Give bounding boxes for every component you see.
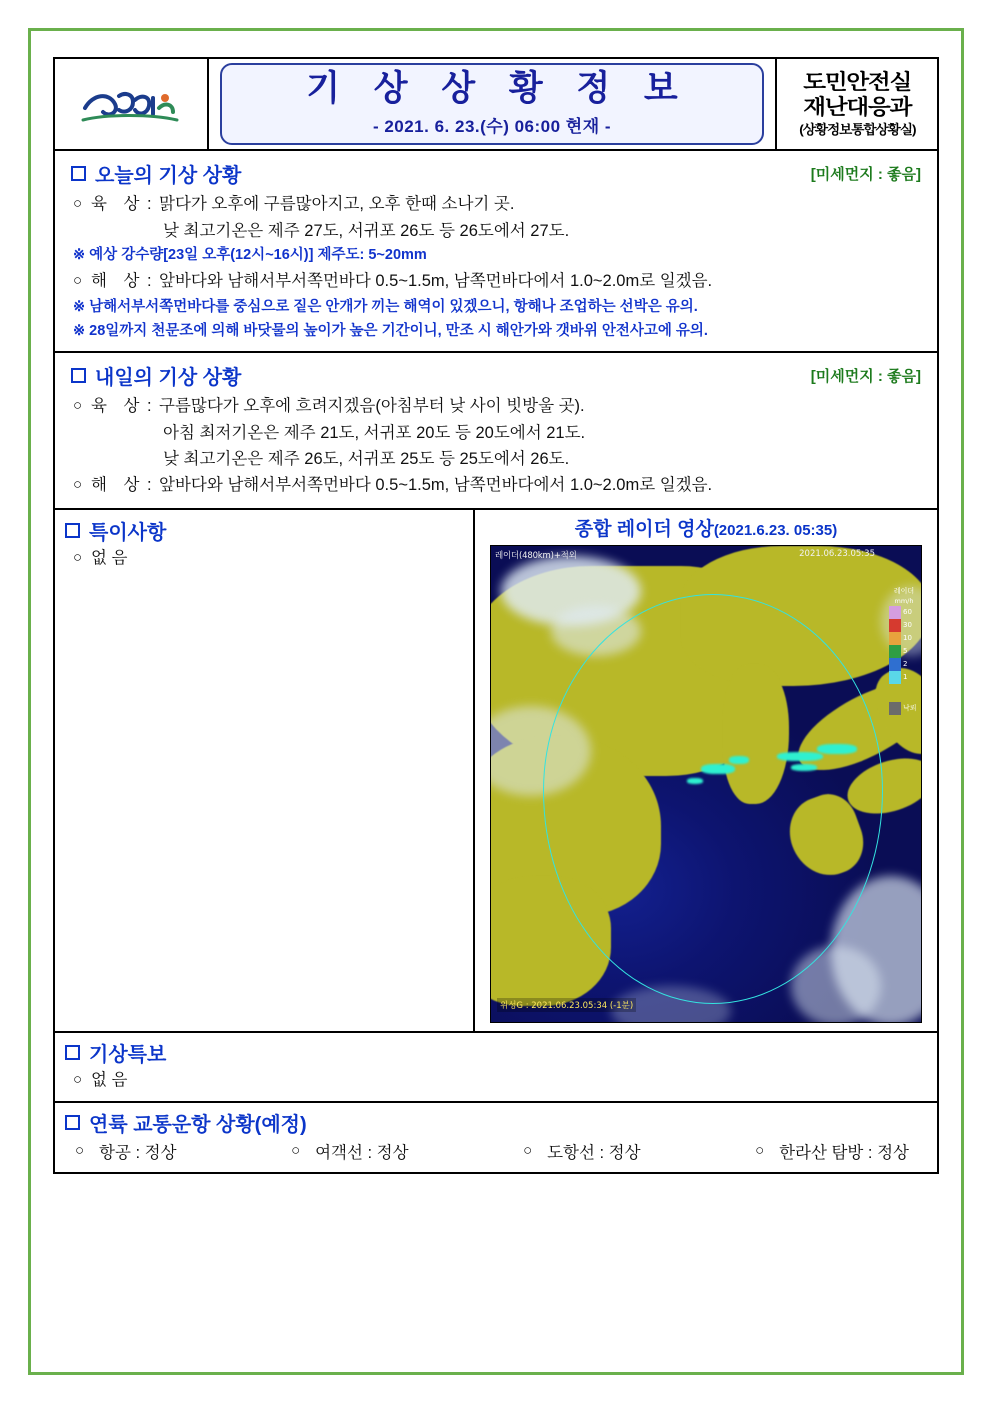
legend-label: 30 [903, 621, 912, 630]
special-section [55, 510, 475, 1031]
traffic-item-air [75, 1139, 177, 1163]
warning-heading-label: 기상특보 [89, 1043, 167, 1066]
title-box [220, 63, 763, 144]
today-land-text2: 낮 최고기온은 제주 27도, 서귀포 26도 등 26도에서 27도. [163, 221, 570, 240]
radar-echo [701, 764, 735, 774]
today-sea-row [65, 268, 927, 296]
radar-echo [817, 744, 857, 754]
circle-bullet-icon: ○ [755, 1142, 765, 1160]
legend-item [889, 619, 919, 632]
warning-section [55, 1033, 937, 1104]
traffic-item-hallasan [755, 1139, 909, 1163]
tomorrow-sea-label: 해 상 [91, 476, 146, 495]
tomorrow-sea-row [65, 472, 927, 500]
circle-bullet-icon: ○ [73, 195, 83, 212]
traffic-heading-label: 연륙 교통운항 상황(예정) [89, 1114, 307, 1137]
checkbox-icon [71, 166, 86, 181]
radar-coverage-ring [543, 594, 883, 1004]
traffic-item-label: 여객선 : 정상 [315, 1144, 409, 1163]
tomorrow-land-label: 육 상 [91, 397, 146, 416]
special-value-row [65, 545, 463, 573]
traffic-heading [65, 1108, 927, 1137]
radar-panel [475, 510, 937, 1031]
tomorrow-section [55, 353, 937, 509]
radar-title [575, 514, 837, 541]
colon-separator: : [147, 397, 152, 416]
radar-stamp-bottom-left: 위성G : 2021.06.23.05:34 (-1분) [497, 998, 636, 1012]
circle-bullet-icon: ○ [73, 1070, 83, 1088]
radar-stamp-top-left: 레이더(480km)+적외 [495, 550, 577, 561]
radar-echo [777, 752, 823, 761]
special-heading-label: 특이사항 [89, 521, 167, 544]
legend-item [889, 645, 919, 658]
radar-echo [729, 756, 749, 764]
today-dust-badge: [미세먼지 : 좋음] [810, 166, 921, 183]
checkbox-icon [71, 368, 86, 383]
circle-bullet-icon: ○ [73, 272, 83, 290]
tomorrow-heading-label: 내일의 기상 상황 [95, 367, 242, 390]
asterisk-icon: ※ [73, 322, 86, 339]
today-land-text: 맑다가 오후에 구름많아지고, 오후 한때 소나기 곳. [159, 195, 515, 213]
today-section-head [65, 157, 927, 191]
tomorrow-land-text2: 아침 최저기온은 제주 21도, 서귀포 20도 등 20도에서 21도. [163, 424, 586, 443]
asterisk-icon: ※ [73, 298, 86, 315]
legend-swatch [889, 702, 901, 715]
report-datetime: - 2021. 6. 23.(수) 06:00 현재 - [372, 116, 612, 136]
today-rain-note [65, 244, 927, 268]
legend-label: 1 [903, 673, 908, 682]
checkbox-icon [65, 1115, 80, 1130]
jeju-logo-cell [55, 59, 207, 149]
today-note2-text: 28일까지 천문조에 의해 바닷물의 높이가 높은 기간이니, 만조 시 해안가와 갯바위 안전사고에 유의. [89, 322, 708, 339]
warning-heading [65, 1038, 927, 1067]
tomorrow-land-text: 구름많다가 오후에 흐려지겠음(아침부터 낮 사이 빗방울 곳). [159, 397, 585, 416]
circle-bullet-icon: ○ [73, 397, 83, 415]
radar-legend-title: 레이더 [893, 586, 915, 595]
department-cell [777, 59, 937, 149]
today-sea-label: 해 상 [91, 272, 146, 291]
special-value: 없 음 [91, 548, 128, 567]
radar-image [490, 545, 922, 1023]
warning-value: 없 음 [91, 1070, 128, 1089]
colon-separator: : [147, 272, 152, 291]
legend-label: 2 [903, 660, 908, 669]
asterisk-icon: ※ [73, 247, 86, 264]
page-border [28, 28, 964, 1375]
today-note1 [65, 296, 927, 320]
traffic-item-label: 도항선 : 정상 [547, 1144, 641, 1163]
legend-swatch [889, 658, 901, 671]
circle-bullet-icon: ○ [73, 548, 83, 566]
traffic-item-label: 한라산 탐방 : 정상 [779, 1144, 909, 1163]
legend-swatch [889, 645, 901, 658]
circle-bullet-icon: ○ [75, 1142, 85, 1160]
special-radar-section [55, 510, 937, 1033]
traffic-item-label: 항공 : 정상 [99, 1144, 177, 1163]
tomorrow-dust-badge: [미세먼지 : 좋음] [810, 368, 921, 386]
today-land-label: 육 상 [91, 195, 146, 213]
traffic-item-island-boat [523, 1139, 640, 1163]
traffic-items-row [65, 1137, 927, 1165]
today-note2 [65, 320, 927, 344]
legend-item [889, 606, 919, 619]
legend-label: 10 [903, 634, 912, 643]
checkbox-icon [65, 523, 80, 538]
today-note1-text: 남해서부서쪽먼바다를 중심으로 짙은 안개가 끼는 해역이 있겠으니, 항해나 조업하는 선박은 유의. [89, 298, 698, 315]
traffic-section [55, 1103, 937, 1172]
radar-legend [889, 586, 919, 715]
tomorrow-section-head [65, 359, 927, 393]
legend-swatch [889, 619, 901, 632]
radar-title-label: 종합 레이더 영상 [574, 518, 714, 540]
weather-report [53, 57, 939, 1174]
circle-bullet-icon: ○ [291, 1142, 301, 1160]
report-title: 기 상 상 황 정 보 [306, 69, 690, 109]
today-sea-text: 앞바다와 남해서부서쪽먼바다 0.5~1.5m, 남쪽먼바다에서 1.0~2.0m로 일겠음. [159, 272, 713, 291]
jeju-logo-icon [79, 80, 183, 128]
legend-swatch [889, 671, 901, 684]
department-line1: 도민안전실 [802, 71, 912, 95]
legend-swatch [889, 632, 901, 645]
today-section [55, 151, 937, 353]
tomorrow-land-text3: 낮 최고기온은 제주 26도, 서귀포 25도 등 25도에서 26도. [163, 449, 570, 468]
department-line3: (상황정보통합상황실) [798, 121, 916, 137]
tomorrow-land-row [65, 393, 927, 421]
radar-echo [687, 778, 703, 784]
legend-item [889, 632, 919, 645]
legend-label: 60 [903, 608, 912, 617]
radar-echo [791, 764, 817, 771]
warning-value-row [65, 1067, 927, 1095]
department-line2: 재난대응과 [802, 95, 912, 119]
today-heading [71, 159, 241, 188]
legend-item [889, 658, 919, 671]
special-heading [65, 516, 463, 545]
traffic-item-ferry [291, 1139, 408, 1163]
report-header [55, 59, 937, 151]
colon-separator: : [147, 476, 152, 495]
title-cell [207, 59, 777, 149]
radar-timestamp: (2021.6.23. 05:35) [713, 521, 838, 539]
colon-separator: : [147, 195, 152, 213]
radar-legend-unit: mm/h [894, 596, 914, 605]
legend-label: 5 [903, 647, 908, 656]
circle-bullet-icon: ○ [523, 1142, 533, 1160]
legend-swatch [889, 606, 901, 619]
legend-label: 낙뢰 [903, 704, 917, 713]
today-land-row [65, 191, 927, 219]
legend-item-lightning [889, 702, 919, 715]
radar-stamp-top-right: 2021.06.23.05:35 [799, 548, 875, 559]
today-rain-note-text: 예상 강수량[23일 오후(12시~16시)] 제주도: 5~20mm [89, 247, 427, 264]
circle-bullet-icon: ○ [73, 476, 83, 494]
tomorrow-heading [71, 361, 241, 390]
tomorrow-sea-text: 앞바다와 남해서부서쪽먼바다 0.5~1.5m, 남쪽먼바다에서 1.0~2.0m로 일겠음. [159, 476, 713, 495]
legend-item [889, 671, 919, 684]
today-heading-label: 오늘의 기상 상황 [95, 165, 242, 187]
checkbox-icon [65, 1045, 80, 1060]
